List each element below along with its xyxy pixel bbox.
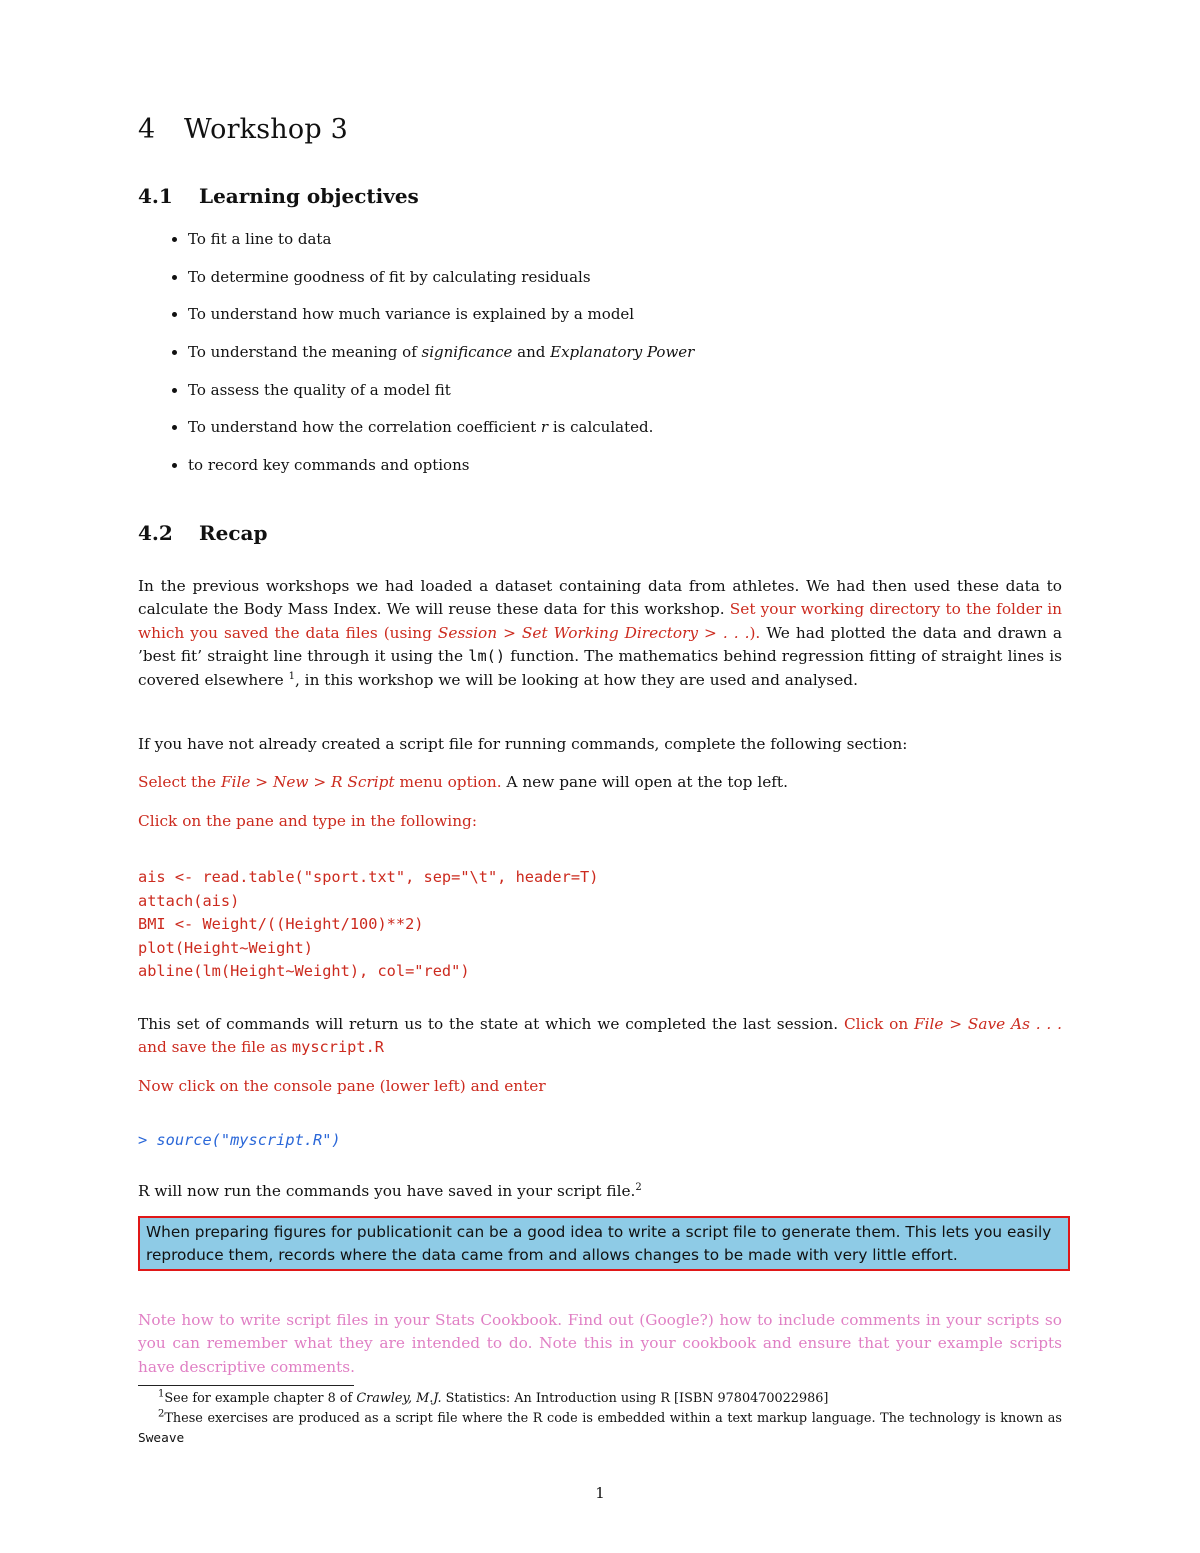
console-command bbox=[138, 1129, 341, 1152]
recap-paragraph-6: Now click on the console pane (lower left) and enter bbox=[138, 1077, 546, 1095]
highlight-note-box: When preparing figures for publicationit can be a good idea to write a script file to generate them. This lets you easily reproduce them, records where the data came from and allows changes to be made with very little effort. bbox=[138, 1216, 1070, 1271]
footnote-1: $^1$See for example chapter 8 of Crawley, M.J. Statistics: An Introduction using R [ISBN 9780470022986] bbox=[158, 1388, 829, 1406]
list-item: To fit a line to data bbox=[138, 228, 694, 266]
recap-paragraph-2: If you have not already created a script file for running commands, complete the following section: bbox=[138, 735, 908, 753]
console-input: source("myscript.R") bbox=[156, 1131, 341, 1149]
recap-paragraph-3: Select the File > New > R Script menu option. A new pane will open at the top left. bbox=[138, 773, 788, 791]
list-item: to record key commands and options bbox=[138, 454, 694, 492]
list-item: To understand how much variance is explained by a model bbox=[138, 303, 694, 341]
list-item: To understand how the correlation coefficient r is calculated. bbox=[138, 416, 694, 454]
code-block bbox=[138, 866, 598, 984]
objectives-list bbox=[138, 228, 694, 492]
footnote-divider bbox=[138, 1385, 354, 1386]
subsection-number: 4.1 bbox=[138, 184, 173, 208]
subsection-heading-objectives bbox=[138, 184, 419, 208]
footnote-2: $^2$These exercises are produced as a script file where the R code is embedded within a text markup language. The technology is known as Sweave bbox=[138, 1408, 1062, 1446]
list-item: To assess the quality of a model fit bbox=[138, 379, 694, 417]
section-heading bbox=[138, 114, 348, 145]
footnote-ref-2[interactable]: 2 bbox=[635, 1181, 642, 1193]
code-line: plot(Height~Weight) bbox=[138, 938, 313, 957]
recap-paragraph-7: R will now run the commands you have saved in your script file.$^2$ bbox=[138, 1181, 642, 1200]
subsection-heading-recap bbox=[138, 521, 267, 545]
list-item: To determine goodness of fit by calculating residuals bbox=[138, 266, 694, 304]
recap-paragraph-4: Click on the pane and type in the following: bbox=[138, 812, 477, 830]
footnote-ref-1[interactable]: 1 bbox=[288, 670, 295, 682]
page-number: 1 bbox=[595, 1484, 605, 1502]
code-line: abline(lm(Height~Weight), col="red") bbox=[138, 962, 470, 981]
code-line: attach(ais) bbox=[138, 891, 240, 910]
subsection-title: Learning objectives bbox=[199, 184, 419, 208]
cookbook-note: Note how to write script files in your Stats Cookbook. Find out (Google?) how to include comments in your scripts so you can remember what they are intended to do. Note this in your cookbook and ensure that your example scripts have descriptive comments. bbox=[138, 1311, 1062, 1376]
list-item: To understand the meaning of significance and Explanatory Power bbox=[138, 341, 694, 379]
recap-paragraph-5: This set of commands will return us to the state at which we completed the last session. Click on File > Save As . . . and save the file as myscript.R bbox=[138, 1015, 1062, 1057]
recap-paragraph-1: In the previous workshops we had loaded a dataset containing data from athletes. We had then used these data to calculate the Body Mass Index. We will reuse these data for this workshop. Set your working directory to the folder in which you saved the data files (using Session > Set Working Directory > . . .). We had plotted the data and drawn a ’best fit’ straight line through it using the lm() function. The mathematics behind regression fitting of straight lines is covered elsewhere $^1$, in this workshop we will be looking at how they are used and analysed. bbox=[138, 577, 1062, 689]
code-line: BMI <- Weight/((Height/100)**2) bbox=[138, 915, 424, 934]
section-title: Workshop 3 bbox=[184, 114, 348, 145]
console-prompt: > bbox=[138, 1131, 157, 1149]
code-line: ais <- read.table("sport.txt", sep="\t", header=T) bbox=[138, 868, 599, 886]
subsection-number: 4.2 bbox=[138, 521, 173, 545]
subsection-title: Recap bbox=[199, 521, 268, 545]
section-number: 4 bbox=[138, 114, 156, 145]
